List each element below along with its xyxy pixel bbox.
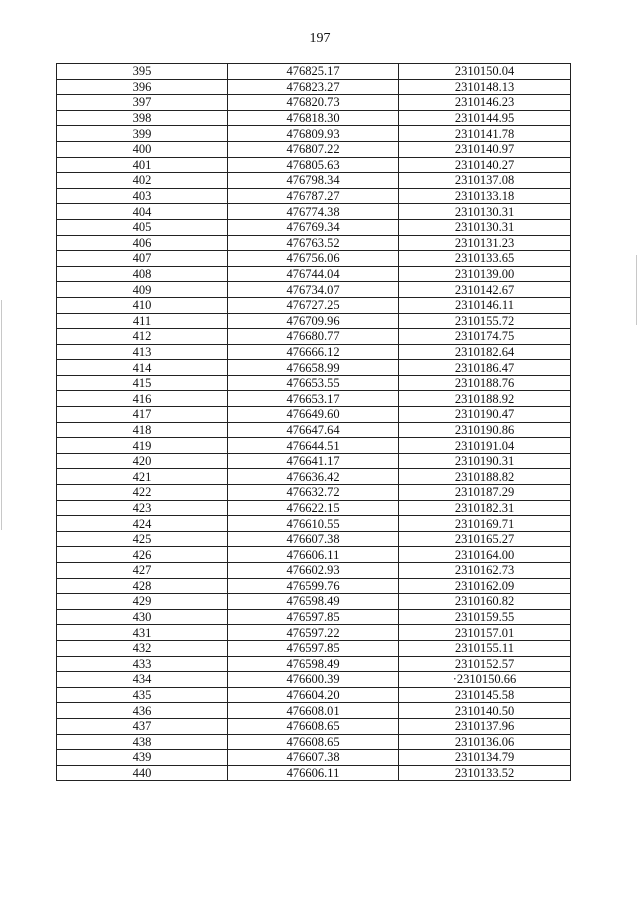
x-coordinate-cell: 476680.77 bbox=[228, 329, 399, 345]
x-coordinate-cell: 476610.55 bbox=[228, 516, 399, 532]
x-coordinate-cell: 476649.60 bbox=[228, 407, 399, 423]
point-number-cell: 438 bbox=[57, 734, 228, 750]
point-number-cell: 405 bbox=[57, 219, 228, 235]
y-coordinate-cell: 2310191.04 bbox=[399, 438, 571, 454]
y-coordinate-cell: 2310164.00 bbox=[399, 547, 571, 563]
table-row bbox=[57, 609, 571, 625]
point-number-cell: 397 bbox=[57, 95, 228, 111]
x-coordinate-cell: 476823.27 bbox=[228, 79, 399, 95]
point-number-cell: 409 bbox=[57, 282, 228, 298]
table-row bbox=[57, 375, 571, 391]
point-number-cell: 437 bbox=[57, 718, 228, 734]
table-row bbox=[57, 344, 571, 360]
point-number-cell: 432 bbox=[57, 640, 228, 656]
table-row bbox=[57, 718, 571, 734]
point-number-cell: 402 bbox=[57, 173, 228, 189]
table-row bbox=[57, 64, 571, 80]
x-coordinate-cell: 476604.20 bbox=[228, 687, 399, 703]
y-coordinate-cell: 2310190.31 bbox=[399, 453, 571, 469]
x-coordinate-cell: 476666.12 bbox=[228, 344, 399, 360]
table-row bbox=[57, 173, 571, 189]
y-coordinate-cell: 2310188.76 bbox=[399, 375, 571, 391]
y-coordinate-cell: 2310150.04 bbox=[399, 64, 571, 80]
y-coordinate-cell: 2310133.52 bbox=[399, 765, 571, 781]
y-coordinate-cell: 2310136.06 bbox=[399, 734, 571, 750]
table-row bbox=[57, 625, 571, 641]
point-number-cell: 416 bbox=[57, 391, 228, 407]
x-coordinate-cell: 476608.01 bbox=[228, 703, 399, 719]
x-coordinate-cell: 476769.34 bbox=[228, 219, 399, 235]
point-number-cell: 421 bbox=[57, 469, 228, 485]
x-coordinate-cell: 476727.25 bbox=[228, 297, 399, 313]
table-row bbox=[57, 251, 571, 267]
y-coordinate-cell: 2310188.92 bbox=[399, 391, 571, 407]
table-row bbox=[57, 407, 571, 423]
table-row bbox=[57, 453, 571, 469]
x-coordinate-cell: 476597.85 bbox=[228, 640, 399, 656]
x-coordinate-cell: 476607.38 bbox=[228, 531, 399, 547]
table-row bbox=[57, 297, 571, 313]
point-number-cell: 404 bbox=[57, 204, 228, 220]
table-row bbox=[57, 547, 571, 563]
y-coordinate-cell: 2310174.75 bbox=[399, 329, 571, 345]
table-row bbox=[57, 79, 571, 95]
x-coordinate-cell: 476599.76 bbox=[228, 578, 399, 594]
x-coordinate-cell: 476787.27 bbox=[228, 188, 399, 204]
x-coordinate-cell: 476709.96 bbox=[228, 313, 399, 329]
table-row bbox=[57, 516, 571, 532]
point-number-cell: 433 bbox=[57, 656, 228, 672]
point-number-cell: 435 bbox=[57, 687, 228, 703]
table-row bbox=[57, 734, 571, 750]
x-coordinate-cell: 476734.07 bbox=[228, 282, 399, 298]
point-number-cell: 410 bbox=[57, 297, 228, 313]
point-number-cell: 430 bbox=[57, 609, 228, 625]
table-row bbox=[57, 438, 571, 454]
point-number-cell: 415 bbox=[57, 375, 228, 391]
table-row bbox=[57, 188, 571, 204]
point-number-cell: 396 bbox=[57, 79, 228, 95]
table-row bbox=[57, 266, 571, 282]
x-coordinate-cell: 476597.85 bbox=[228, 609, 399, 625]
y-coordinate-cell: 2310188.82 bbox=[399, 469, 571, 485]
y-coordinate-cell: 2310182.31 bbox=[399, 500, 571, 516]
table-row bbox=[57, 95, 571, 111]
point-number-cell: 425 bbox=[57, 531, 228, 547]
coordinates-table-body bbox=[57, 64, 571, 781]
x-coordinate-cell: 476632.72 bbox=[228, 485, 399, 501]
y-coordinate-cell: ·2310150.66 bbox=[399, 672, 571, 688]
point-number-cell: 403 bbox=[57, 188, 228, 204]
point-number-cell: 440 bbox=[57, 765, 228, 781]
y-coordinate-cell: 2310186.47 bbox=[399, 360, 571, 376]
table-row bbox=[57, 313, 571, 329]
y-coordinate-cell: 2310130.31 bbox=[399, 219, 571, 235]
point-number-cell: 434 bbox=[57, 672, 228, 688]
x-coordinate-cell: 476606.11 bbox=[228, 547, 399, 563]
y-coordinate-cell: 2310140.27 bbox=[399, 157, 571, 173]
table-row bbox=[57, 141, 571, 157]
table-row bbox=[57, 594, 571, 610]
point-number-cell: 401 bbox=[57, 157, 228, 173]
x-coordinate-cell: 476820.73 bbox=[228, 95, 399, 111]
x-coordinate-cell: 476597.22 bbox=[228, 625, 399, 641]
x-coordinate-cell: 476809.93 bbox=[228, 126, 399, 142]
x-coordinate-cell: 476744.04 bbox=[228, 266, 399, 282]
x-coordinate-cell: 476805.63 bbox=[228, 157, 399, 173]
x-coordinate-cell: 476763.52 bbox=[228, 235, 399, 251]
point-number-cell: 422 bbox=[57, 485, 228, 501]
y-coordinate-cell: 2310162.73 bbox=[399, 563, 571, 579]
y-coordinate-cell: 2310137.08 bbox=[399, 173, 571, 189]
scan-edge-mark-right bbox=[636, 255, 637, 325]
table-row bbox=[57, 204, 571, 220]
x-coordinate-cell: 476756.06 bbox=[228, 251, 399, 267]
y-coordinate-cell: 2310137.96 bbox=[399, 718, 571, 734]
table-row bbox=[57, 391, 571, 407]
x-coordinate-cell: 476774.38 bbox=[228, 204, 399, 220]
point-number-cell: 431 bbox=[57, 625, 228, 641]
table-row bbox=[57, 422, 571, 438]
y-coordinate-cell: 2310162.09 bbox=[399, 578, 571, 594]
y-coordinate-cell: 2310133.18 bbox=[399, 188, 571, 204]
x-coordinate-cell: 476602.93 bbox=[228, 563, 399, 579]
x-coordinate-cell: 476818.30 bbox=[228, 110, 399, 126]
table-row bbox=[57, 578, 571, 594]
x-coordinate-cell: 476653.17 bbox=[228, 391, 399, 407]
x-coordinate-cell: 476644.51 bbox=[228, 438, 399, 454]
table-row bbox=[57, 235, 571, 251]
y-coordinate-cell: 2310146.11 bbox=[399, 297, 571, 313]
table-row bbox=[57, 219, 571, 235]
y-coordinate-cell: 2310155.72 bbox=[399, 313, 571, 329]
x-coordinate-cell: 476658.99 bbox=[228, 360, 399, 376]
y-coordinate-cell: 2310182.64 bbox=[399, 344, 571, 360]
point-number-cell: 408 bbox=[57, 266, 228, 282]
y-coordinate-cell: 2310157.01 bbox=[399, 625, 571, 641]
x-coordinate-cell: 476641.17 bbox=[228, 453, 399, 469]
x-coordinate-cell: 476600.39 bbox=[228, 672, 399, 688]
point-number-cell: 417 bbox=[57, 407, 228, 423]
y-coordinate-cell: 2310160.82 bbox=[399, 594, 571, 610]
point-number-cell: 413 bbox=[57, 344, 228, 360]
y-coordinate-cell: 2310165.27 bbox=[399, 531, 571, 547]
point-number-cell: 398 bbox=[57, 110, 228, 126]
table-row bbox=[57, 126, 571, 142]
table-row bbox=[57, 329, 571, 345]
table-row bbox=[57, 157, 571, 173]
y-coordinate-cell: 2310159.55 bbox=[399, 609, 571, 625]
point-number-cell: 420 bbox=[57, 453, 228, 469]
x-coordinate-cell: 476606.11 bbox=[228, 765, 399, 781]
x-coordinate-cell: 476807.22 bbox=[228, 141, 399, 157]
point-number-cell: 428 bbox=[57, 578, 228, 594]
table-row bbox=[57, 531, 571, 547]
point-number-cell: 426 bbox=[57, 547, 228, 563]
y-coordinate-cell: 2310130.31 bbox=[399, 204, 571, 220]
table-row bbox=[57, 703, 571, 719]
y-coordinate-cell: 2310190.47 bbox=[399, 407, 571, 423]
point-number-cell: 423 bbox=[57, 500, 228, 516]
x-coordinate-cell: 476608.65 bbox=[228, 718, 399, 734]
y-coordinate-cell: 2310134.79 bbox=[399, 750, 571, 766]
table-row bbox=[57, 687, 571, 703]
scan-edge-mark-left bbox=[1, 300, 2, 530]
table-row bbox=[57, 656, 571, 672]
x-coordinate-cell: 476607.38 bbox=[228, 750, 399, 766]
table-row bbox=[57, 500, 571, 516]
point-number-cell: 395 bbox=[57, 64, 228, 80]
point-number-cell: 436 bbox=[57, 703, 228, 719]
x-coordinate-cell: 476598.49 bbox=[228, 594, 399, 610]
y-coordinate-cell: 2310152.57 bbox=[399, 656, 571, 672]
table-row bbox=[57, 765, 571, 781]
y-coordinate-cell: 2310155.11 bbox=[399, 640, 571, 656]
table-row bbox=[57, 563, 571, 579]
point-number-cell: 429 bbox=[57, 594, 228, 610]
table-row bbox=[57, 750, 571, 766]
point-number-cell: 427 bbox=[57, 563, 228, 579]
point-number-cell: 412 bbox=[57, 329, 228, 345]
x-coordinate-cell: 476825.17 bbox=[228, 64, 399, 80]
point-number-cell: 400 bbox=[57, 141, 228, 157]
y-coordinate-cell: 2310140.50 bbox=[399, 703, 571, 719]
y-coordinate-cell: 2310169.71 bbox=[399, 516, 571, 532]
point-number-cell: 424 bbox=[57, 516, 228, 532]
point-number-cell: 439 bbox=[57, 750, 228, 766]
x-coordinate-cell: 476622.15 bbox=[228, 500, 399, 516]
table-row bbox=[57, 469, 571, 485]
y-coordinate-cell: 2310139.00 bbox=[399, 266, 571, 282]
y-coordinate-cell: 2310141.78 bbox=[399, 126, 571, 142]
y-coordinate-cell: 2310148.13 bbox=[399, 79, 571, 95]
point-number-cell: 407 bbox=[57, 251, 228, 267]
coordinates-table bbox=[56, 63, 571, 781]
table-row bbox=[57, 110, 571, 126]
y-coordinate-cell: 2310131.23 bbox=[399, 235, 571, 251]
point-number-cell: 414 bbox=[57, 360, 228, 376]
point-number-cell: 418 bbox=[57, 422, 228, 438]
y-coordinate-cell: 2310146.23 bbox=[399, 95, 571, 111]
page-number: 197 bbox=[309, 31, 331, 46]
x-coordinate-cell: 476608.65 bbox=[228, 734, 399, 750]
y-coordinate-cell: 2310144.95 bbox=[399, 110, 571, 126]
table-row bbox=[57, 485, 571, 501]
y-coordinate-cell: 2310190.86 bbox=[399, 422, 571, 438]
point-number-cell: 419 bbox=[57, 438, 228, 454]
y-coordinate-cell: 2310142.67 bbox=[399, 282, 571, 298]
y-coordinate-cell: 2310145.58 bbox=[399, 687, 571, 703]
table-row bbox=[57, 360, 571, 376]
x-coordinate-cell: 476598.49 bbox=[228, 656, 399, 672]
y-coordinate-cell: 2310140.97 bbox=[399, 141, 571, 157]
table-row bbox=[57, 672, 571, 688]
y-coordinate-cell: 2310187.29 bbox=[399, 485, 571, 501]
point-number-cell: 399 bbox=[57, 126, 228, 142]
x-coordinate-cell: 476798.34 bbox=[228, 173, 399, 189]
x-coordinate-cell: 476653.55 bbox=[228, 375, 399, 391]
y-coordinate-cell: 2310133.65 bbox=[399, 251, 571, 267]
table-row bbox=[57, 282, 571, 298]
point-number-cell: 406 bbox=[57, 235, 228, 251]
x-coordinate-cell: 476636.42 bbox=[228, 469, 399, 485]
table-row bbox=[57, 640, 571, 656]
point-number-cell: 411 bbox=[57, 313, 228, 329]
x-coordinate-cell: 476647.64 bbox=[228, 422, 399, 438]
